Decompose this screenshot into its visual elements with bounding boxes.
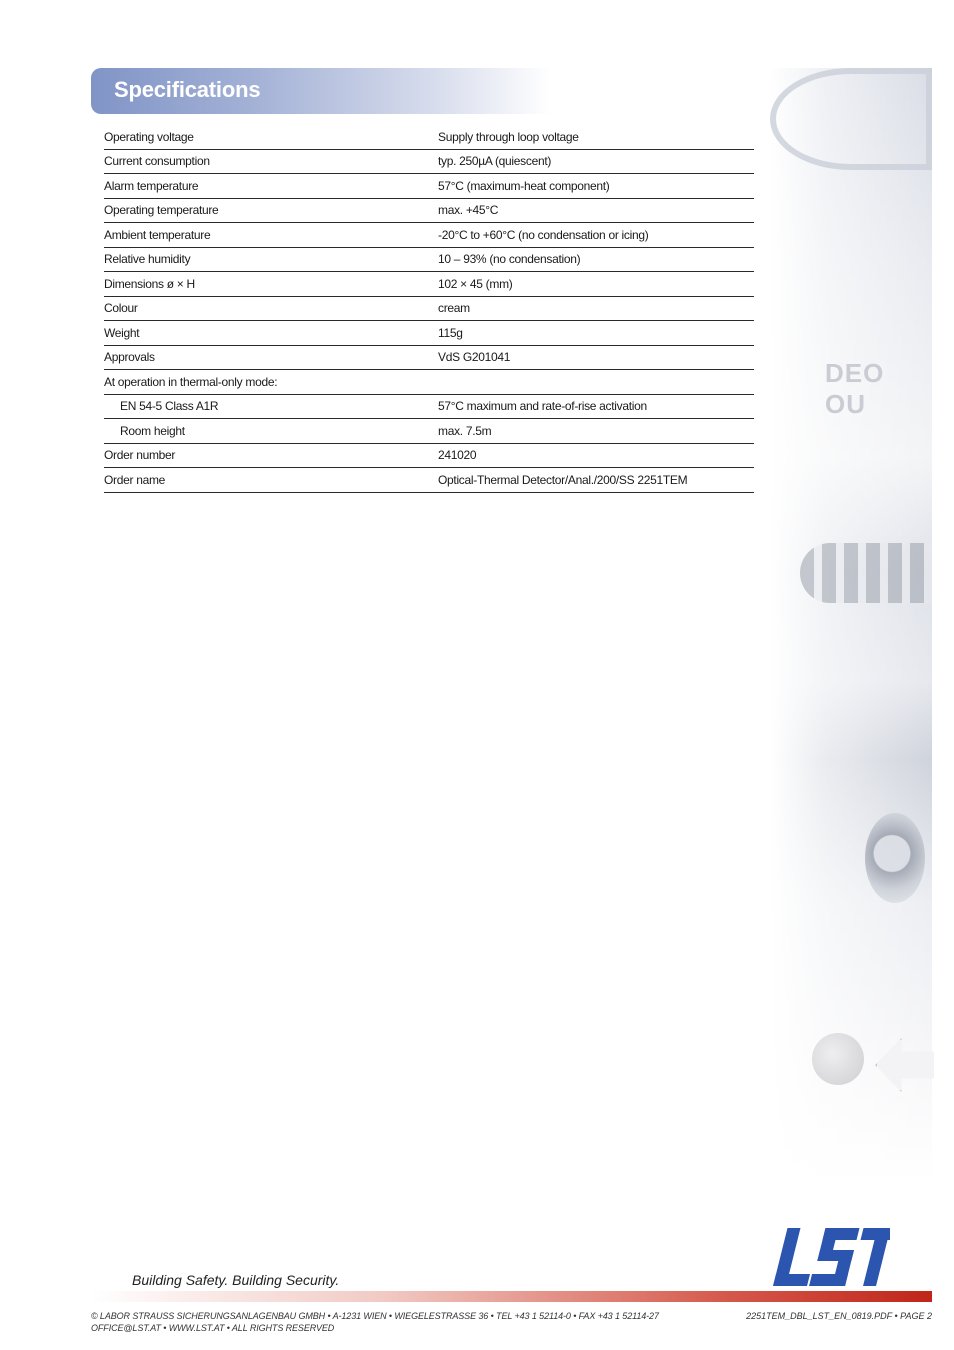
- footer-company-info: [91, 1310, 659, 1334]
- lst-logo: [766, 1226, 890, 1288]
- spec-value: 115g: [438, 325, 463, 340]
- spec-value: max. +45°C: [438, 203, 499, 218]
- spec-label: Relative humidity: [104, 252, 191, 267]
- spec-value: 102 × 45 (mm): [438, 276, 513, 291]
- tagline: Building Safety. Building Security.: [132, 1272, 340, 1288]
- spec-row: [104, 174, 754, 199]
- spec-value: 57°C maximum and rate-of-rise activation: [438, 399, 647, 414]
- spec-label: Weight: [104, 325, 140, 340]
- spec-row: [104, 223, 754, 248]
- footer-accent-line: [91, 1291, 932, 1302]
- spec-label: Alarm temperature: [104, 178, 199, 193]
- spec-value: typ. 250µA (quiescent): [438, 154, 552, 169]
- spec-value: 57°C (maximum-heat component): [438, 178, 610, 193]
- footer-doc-reference: 2251TEM_DBL_LST_EN_0819.PDF • PAGE 2: [746, 1311, 932, 1321]
- spec-row: [104, 419, 754, 444]
- spec-label: At operation in thermal-only mode:: [104, 374, 278, 389]
- spec-label: Current consumption: [104, 154, 210, 169]
- spec-row: [104, 321, 754, 346]
- spec-label: EN 54-5 Class A1R: [120, 399, 219, 414]
- spec-row: [104, 248, 754, 273]
- spec-label: Order number: [104, 448, 176, 463]
- spec-row: [104, 297, 754, 322]
- spec-row: [104, 150, 754, 175]
- spec-label: Operating voltage: [104, 129, 194, 144]
- footer-company-line: © LABOR STRAUSS SICHERUNGSANLAGENBAU GMBH • A-1231 WIEN • WIEGELESTRASSE 36 • TEL +43 1 52114-0 • FAX +43 1 52114-27: [91, 1311, 659, 1321]
- spec-row: [104, 199, 754, 224]
- spec-label: Order name: [104, 472, 166, 487]
- key-icon: [865, 813, 925, 903]
- spec-row: [104, 346, 754, 371]
- side-product-photo: [770, 68, 932, 1183]
- section-header: [91, 68, 551, 114]
- spec-row: [104, 125, 754, 150]
- spec-label: Dimensions ø × H: [104, 276, 195, 291]
- spec-label: Colour: [104, 301, 138, 316]
- spec-label: Operating temperature: [104, 203, 219, 218]
- spec-row: [104, 444, 754, 469]
- detector-vents-shape: [800, 543, 932, 603]
- spec-row: [104, 395, 754, 420]
- page-title: Specifications: [114, 77, 261, 102]
- side-photo-faint-text: DEO OU: [825, 358, 885, 419]
- spec-value: 241020: [438, 448, 477, 463]
- specifications-table: [104, 125, 754, 493]
- spec-label: Approvals: [104, 350, 155, 365]
- spec-value: 10 – 93% (no condensation): [438, 252, 581, 267]
- spec-row: [104, 370, 754, 395]
- spec-value: -20°C to +60°C (no condensation or icing): [438, 227, 649, 242]
- spec-row: [104, 272, 754, 297]
- footer-contact-line: OFFICE@LST.AT • WWW.LST.AT • ALL RIGHTS RESERVED: [91, 1323, 335, 1333]
- detector-ring-shape: [770, 68, 932, 170]
- spec-label: Ambient temperature: [104, 227, 211, 242]
- arrow-left-icon: [875, 1038, 934, 1092]
- spec-row: [104, 468, 754, 493]
- spec-value: Optical-Thermal Detector/Anal./200/SS 2251TEM: [438, 472, 688, 487]
- spec-value: max. 7.5m: [438, 423, 492, 438]
- button-dot-icon: [812, 1033, 864, 1085]
- spec-label: Room height: [120, 423, 185, 438]
- spec-value: VdS G201041: [438, 350, 511, 365]
- spec-value: cream: [438, 301, 470, 316]
- spec-value: Supply through loop voltage: [438, 129, 579, 144]
